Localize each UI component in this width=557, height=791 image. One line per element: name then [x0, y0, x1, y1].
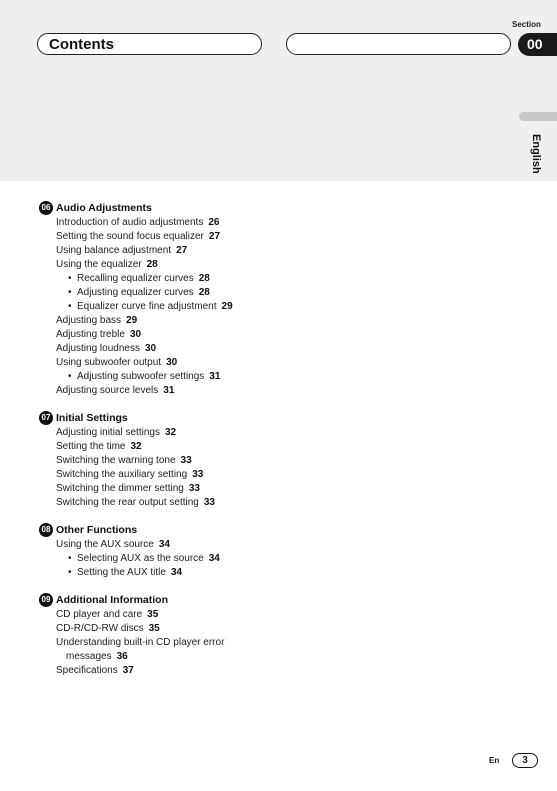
toc-entry-text: messages [66, 651, 112, 662]
toc-entry-text: Equalizer curve fine adjustment [77, 301, 217, 312]
toc-entry-page: 32 [164, 427, 177, 438]
bullet-icon: • [68, 553, 72, 564]
page-title: Contents [49, 36, 114, 53]
toc-entry[interactable] [56, 217, 219, 229]
contents-title-pill [37, 33, 262, 55]
bullet-icon: • [68, 273, 72, 284]
toc-entry-text: Adjusting initial settings [56, 427, 160, 438]
toc-entry[interactable] [56, 259, 158, 271]
toc-entry-page: 27 [176, 245, 188, 256]
section-title[interactable]: Additional Information [56, 594, 168, 606]
toc-entry[interactable] [68, 567, 182, 579]
toc-entry-text: Using the equalizer [56, 259, 142, 270]
toc-entry[interactable] [56, 343, 156, 355]
toc-entry[interactable] [56, 483, 200, 495]
toc-entry-page: 28 [198, 273, 210, 284]
section-number-badge: 09 [39, 593, 53, 607]
toc-entry-page: 33 [203, 497, 215, 508]
toc-entry-text: Adjusting loudness [56, 343, 140, 354]
toc-entry[interactable] [56, 357, 177, 369]
language-label: English [530, 134, 542, 174]
toc-entry-page: 35 [147, 609, 159, 620]
toc-entry-text: Selecting AUX as the source [77, 553, 204, 564]
toc-entry[interactable] [56, 385, 174, 397]
toc-entry-page: 34 [158, 539, 170, 550]
toc-entry-page: 30 [129, 329, 142, 340]
toc-entry[interactable] [56, 427, 176, 439]
header-band [0, 0, 557, 181]
toc-entry[interactable] [68, 287, 210, 299]
bullet-icon: • [68, 567, 72, 578]
bullet-icon: • [68, 287, 72, 298]
toc-entry-text: Adjusting equalizer curves [77, 287, 194, 298]
toc-entry-text: Using the AUX source [56, 539, 154, 550]
toc-entry[interactable] [68, 301, 233, 313]
toc-entry-page: 33 [188, 483, 200, 494]
toc-entry[interactable] [56, 231, 220, 243]
toc-entry[interactable] [56, 623, 160, 635]
toc-entry-text: Switching the warning tone [56, 455, 176, 466]
toc-entry-page: 28 [146, 259, 158, 270]
toc-entry[interactable] [68, 371, 220, 383]
section-number-badge: 08 [39, 523, 53, 537]
toc-entry-text: Adjusting treble [56, 329, 125, 340]
toc-entry[interactable] [56, 329, 141, 341]
toc-entry-page: 33 [192, 469, 204, 480]
section-number-badge [518, 33, 557, 56]
toc-entry[interactable] [56, 469, 203, 481]
language-tab [520, 134, 550, 184]
toc-entry-text: CD player and care [56, 609, 143, 620]
toc-entry-text: Adjusting subwoofer settings [77, 371, 205, 382]
section-label: Section [512, 20, 541, 29]
toc-entry[interactable] [56, 441, 142, 453]
section-number: 00 [527, 36, 543, 52]
toc-entry-text: Switching the dimmer setting [56, 483, 184, 494]
toc-entry[interactable] [56, 455, 192, 467]
toc-entry-page: 35 [148, 623, 160, 634]
section-title[interactable]: Other Functions [56, 524, 138, 536]
toc-entry-text: Setting the time [56, 441, 126, 452]
section-title[interactable]: Initial Settings [56, 412, 128, 424]
toc-entry-page: 36 [116, 651, 128, 662]
language-tab-bar [519, 112, 557, 121]
toc-entry-text: Setting the sound focus equalizer [56, 231, 204, 242]
toc-entry[interactable] [56, 315, 137, 327]
toc-entry-page: 29 [221, 301, 233, 312]
toc-entry[interactable] [66, 651, 128, 663]
toc-entry-text: Introduction of audio adjustments [56, 217, 204, 228]
toc-entry-text: Recalling equalizer curves [77, 273, 194, 284]
toc-entry-page: 31 [163, 385, 175, 396]
toc-entry-page: 29 [126, 315, 138, 326]
section-title[interactable]: Audio Adjustments [56, 202, 152, 214]
page-number: 3 [512, 753, 538, 768]
bullet-icon: • [68, 371, 72, 382]
blank-header-pill [286, 33, 511, 55]
toc-entry[interactable] [56, 665, 134, 677]
toc-entry[interactable] [56, 609, 158, 621]
toc-entry-text: Switching the auxiliary setting [56, 469, 188, 480]
toc-entry-page: 32 [130, 441, 142, 452]
toc-entry-page: 34 [170, 567, 183, 578]
section-number-badge: 06 [39, 201, 53, 215]
toc-entry-text: Switching the rear output setting [56, 497, 199, 508]
toc-entry[interactable] [56, 539, 170, 551]
toc-entry-text: Setting the AUX title [77, 567, 166, 578]
toc-entry[interactable] [68, 553, 220, 565]
bullet-icon: • [68, 301, 72, 312]
toc-entry-text: Adjusting source levels [56, 385, 159, 396]
toc-entry-text: Specifications [56, 665, 118, 676]
toc-entry-page: 30 [144, 343, 157, 354]
footer-language-code: En [489, 756, 500, 765]
toc-entry-page: 37 [122, 665, 134, 676]
toc-entry[interactable] [68, 273, 210, 285]
toc-entry-page: 28 [198, 287, 210, 298]
toc-entry-text: CD-R/CD-RW discs [56, 623, 144, 634]
toc-entry-page: 27 [208, 231, 221, 242]
toc-entry-page: 33 [180, 455, 192, 466]
toc-entry-page: 34 [208, 553, 220, 564]
toc-entry[interactable] [56, 497, 215, 509]
toc-entry[interactable] [56, 637, 224, 649]
toc-entry-text: Understanding built-in CD player error [56, 637, 225, 648]
toc-entry-text: Using subwoofer output [56, 357, 162, 368]
toc-entry[interactable] [56, 245, 187, 257]
toc-entry-page: 31 [209, 371, 221, 382]
toc-entry-page: 30 [166, 357, 178, 368]
toc-entry-page: 26 [208, 217, 220, 228]
section-number-badge: 07 [39, 411, 53, 425]
toc-entry-text: Adjusting bass [56, 315, 122, 326]
toc-entry-text: Using balance adjustment [56, 245, 172, 256]
